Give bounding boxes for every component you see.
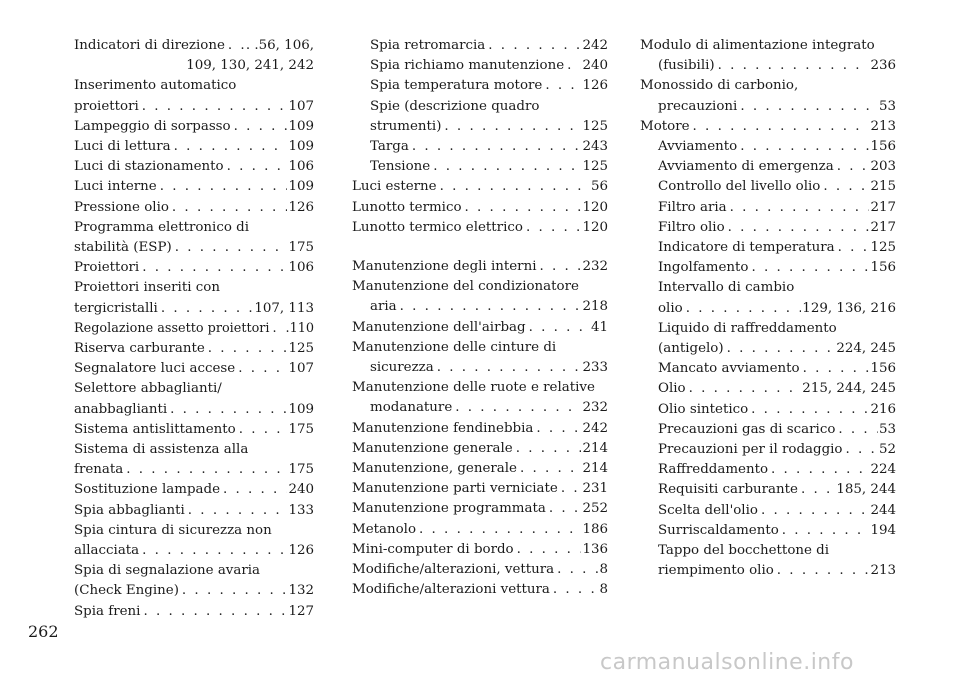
section-gap	[352, 238, 608, 257]
index-entry	[352, 580, 608, 600]
entry-term: aria	[370, 299, 397, 315]
entry-page: 217	[870, 219, 896, 235]
entry-term: Precauzioni per il rodaggio	[658, 442, 843, 458]
leader-dots	[779, 521, 870, 541]
index-subentry	[640, 440, 896, 460]
leader-dots	[737, 97, 878, 117]
index-entry	[74, 198, 314, 218]
leader-dots	[409, 137, 582, 157]
leader-dots	[430, 157, 581, 177]
index-entry	[640, 117, 896, 137]
entry-page: 252	[582, 501, 608, 517]
entry-page: 244	[870, 502, 896, 518]
page-number: 262	[28, 622, 59, 641]
entry-page: 213	[870, 563, 896, 579]
leader-dots	[737, 137, 869, 157]
index-entry	[74, 440, 314, 480]
entry-term: Spia retromarcia	[370, 38, 486, 53]
index-entry	[352, 560, 608, 580]
leader-dots	[748, 258, 869, 278]
leader-dots	[727, 198, 870, 218]
leader-dots	[514, 540, 582, 560]
entry-term: Sostituzione lampade	[74, 482, 220, 498]
index-entry	[640, 76, 896, 116]
entry-page: 133	[288, 502, 314, 518]
leader-dots	[231, 117, 288, 137]
index-subentry	[352, 97, 608, 137]
entry-page: 215, 244, 245	[802, 381, 896, 397]
leader-dots	[686, 379, 802, 399]
entry-page: 53	[878, 421, 896, 437]
index-entry	[74, 501, 314, 521]
index-entry	[74, 76, 314, 116]
entry-term: Selettore abbaglianti/	[74, 381, 222, 397]
entry-term: proiettori	[74, 98, 139, 114]
entry-term: Luci interne	[74, 179, 157, 195]
entry-term: Sistema antislittamento	[74, 421, 236, 437]
leader-dots	[715, 56, 870, 76]
leader-dots	[725, 218, 870, 238]
entry-page: 215	[870, 179, 896, 195]
entry-page: 125	[582, 118, 608, 134]
entry-term: Surriscaldamento	[658, 522, 779, 538]
entry-page: 125	[870, 240, 896, 256]
index-entry	[352, 499, 608, 519]
entry-page: 125	[288, 341, 314, 357]
entry-term: Manutenzione fendinebbia	[352, 420, 534, 436]
index-entry	[352, 419, 608, 439]
entry-page: 109	[288, 401, 314, 417]
leader-dots	[416, 520, 581, 540]
leader-dots	[546, 499, 582, 519]
index-entry	[74, 319, 314, 339]
entry-page: 136	[582, 541, 608, 557]
entry-term: Programma elettronico di	[74, 219, 250, 235]
leader-dots	[220, 480, 287, 500]
leader-dots	[550, 580, 599, 600]
entry-term: Requisiti carburante	[658, 482, 798, 498]
leader-dots	[835, 238, 870, 258]
leader-dots	[724, 339, 836, 359]
entry-page: .110	[285, 320, 314, 336]
leader-dots	[537, 257, 582, 277]
index-entry	[640, 36, 896, 76]
entry-term: Proiettori inseriti con	[74, 280, 220, 296]
entry-term: Manutenzione generale	[352, 440, 513, 456]
entry-page: 231	[582, 481, 608, 497]
index-subentry	[352, 157, 608, 177]
entry-term: Luci di stazionamento	[74, 159, 224, 175]
index-entry	[74, 137, 314, 157]
entry-term: Manutenzione delle ruote e relative	[352, 380, 595, 396]
entry-page: 232	[582, 259, 608, 275]
index-entry	[74, 278, 314, 318]
index-entry	[74, 420, 314, 440]
entry-page: 41	[590, 319, 608, 335]
entry-page: 186	[582, 521, 608, 537]
entry-page: 175	[288, 421, 314, 437]
leader-dots	[452, 398, 581, 418]
entry-term: (fusibili)	[658, 58, 715, 74]
index-entry	[74, 480, 314, 500]
entry-term: Spia abbaglianti	[74, 502, 185, 518]
leader-dots	[437, 177, 590, 197]
entry-term: olio	[658, 300, 683, 316]
entry-page: 109, 130, 241, 242	[186, 58, 314, 74]
entry-page: 194	[870, 522, 896, 538]
entry-term: Olio sintetico	[658, 401, 749, 417]
entry-term: frenata	[74, 462, 124, 478]
entry-page: 224	[870, 462, 896, 478]
leader-dots	[235, 359, 287, 379]
entry-term: Ingolfamento	[658, 260, 749, 276]
index-subentry	[640, 218, 896, 238]
index-subentry	[640, 278, 896, 318]
entry-page: 156	[870, 139, 896, 155]
index-entry	[74, 36, 314, 76]
index-subentry	[640, 400, 896, 420]
entry-term: Tensione	[370, 159, 431, 175]
leader-dots	[169, 198, 288, 218]
index-subentry	[352, 137, 608, 157]
index-entry	[74, 602, 314, 622]
leader-dots	[205, 339, 288, 359]
entry-term: Modulo di alimentazione integrato	[640, 38, 875, 53]
index-subentry	[640, 521, 896, 541]
index-subentry	[640, 319, 896, 359]
entry-page: 156	[870, 361, 896, 377]
index-subentry	[640, 258, 896, 278]
entry-page: 127	[288, 603, 314, 619]
entry-term: Regolazione assetto proiettori	[74, 320, 270, 336]
entry-page: 106	[288, 159, 314, 175]
index-column-right	[640, 36, 896, 581]
entry-term: Indicatori di direzione	[74, 38, 225, 53]
entry-term: Indicatore di temperatura	[658, 240, 835, 256]
index-entry	[74, 218, 314, 258]
leader-dots	[542, 76, 581, 96]
entry-page: 129, 136, 216	[802, 300, 896, 316]
entry-term: Pressione olio	[74, 199, 169, 215]
entry-page: 232	[582, 400, 608, 416]
index-entry	[352, 378, 608, 418]
entry-term: Controllo del livello olio	[658, 179, 821, 195]
leader-dots	[236, 420, 288, 440]
entry-term: Sistema di assistenza alla	[74, 442, 249, 458]
entry-page: 109	[288, 118, 314, 134]
entry-page: 185, 244	[836, 482, 896, 498]
entry-page: 53	[878, 98, 896, 114]
entry-term: Raffreddamento	[658, 462, 769, 478]
entry-term: tergicristalli	[74, 300, 158, 316]
leader-dots	[158, 299, 254, 319]
entry-term: Monossido di carbonio,	[640, 78, 799, 94]
leader-dots	[225, 36, 245, 56]
entry-term: Motore	[640, 118, 690, 134]
entry-term: Manutenzione, generale	[352, 461, 517, 477]
entry-term: Avviamento di emergenza	[658, 159, 834, 175]
entry-term: Manutenzione dell'airbag	[352, 319, 526, 335]
entry-term: Lunotto termico	[352, 199, 462, 215]
entry-term: Manutenzione parti verniciate	[352, 481, 558, 497]
index-subentry	[640, 460, 896, 480]
index-entry	[352, 257, 608, 277]
entry-term: Olio	[658, 381, 686, 397]
index-subentry	[640, 480, 896, 500]
entry-page: 8	[599, 582, 608, 598]
entry-term: strumenti)	[370, 118, 442, 134]
leader-dots	[758, 501, 870, 521]
leader-dots	[748, 400, 869, 420]
index-subentry	[640, 157, 896, 177]
entry-term: sicurezza	[370, 360, 434, 376]
entry-page: 240	[582, 58, 608, 74]
entry-term: Intervallo di cambio	[658, 280, 795, 296]
entry-page: 120	[582, 199, 608, 215]
index-entry	[352, 540, 608, 560]
entry-term: Spia richiamo manutenzione	[370, 58, 565, 74]
entry-page: 233	[582, 360, 608, 376]
index-entry	[352, 198, 608, 218]
entry-term: Manutenzione programmata	[352, 501, 546, 517]
entry-term: Riserva carburante	[74, 341, 205, 357]
index-subentry	[352, 76, 608, 96]
leader-dots	[185, 501, 288, 521]
entry-term: Lunotto termico elettrico	[352, 219, 523, 235]
leader-dots	[397, 297, 582, 317]
index-subentry	[352, 36, 608, 56]
entry-page: 224, 245	[836, 341, 896, 357]
entry-term: (antigelo)	[658, 341, 724, 357]
entry-term: (Check Engine)	[74, 583, 179, 599]
entry-term: Manutenzione delle cinture di	[352, 339, 557, 355]
entry-page: 242	[582, 420, 608, 436]
leader-dots	[139, 541, 287, 561]
entry-term: Segnalatore luci accese	[74, 361, 236, 377]
index-subentry	[640, 501, 896, 521]
index-entry	[352, 277, 608, 317]
entry-term: Filtro olio	[658, 219, 725, 235]
leader-dots	[683, 299, 802, 319]
entry-page: 106	[288, 260, 314, 276]
leader-dots	[834, 157, 870, 177]
index-subentry	[640, 137, 896, 157]
entry-term: modanature	[370, 400, 453, 416]
leader-dots	[835, 420, 878, 440]
entry-page: 214	[582, 440, 608, 456]
entry-term: Spia di segnalazione avaria	[74, 563, 261, 579]
index-entry	[74, 339, 314, 359]
entry-page: 213	[870, 118, 896, 134]
leader-dots	[171, 137, 288, 157]
index-entry	[352, 439, 608, 459]
entry-page: 107, 113	[254, 300, 314, 316]
leader-dots	[564, 56, 581, 76]
leader-dots	[270, 319, 285, 339]
entry-page: 156	[870, 260, 896, 276]
entry-page: 236	[870, 58, 896, 74]
entry-term: Spia freni	[74, 603, 141, 619]
leader-dots	[513, 439, 582, 459]
index-subentry	[640, 238, 896, 258]
leader-dots	[554, 560, 598, 580]
entry-term: stabilità (ESP)	[74, 240, 172, 256]
entry-page: 218	[582, 299, 608, 315]
leader-dots	[820, 177, 869, 197]
index-entry	[74, 521, 314, 561]
entry-term: Tappo del bocchettone di	[658, 543, 830, 559]
entry-term: Precauzioni gas di scarico	[658, 421, 836, 437]
index-entry	[352, 318, 608, 338]
entry-term: Luci esterne	[352, 179, 437, 195]
index-subentry	[640, 420, 896, 440]
leader-dots	[533, 419, 581, 439]
leader-dots	[690, 117, 870, 137]
entry-term: Filtro aria	[658, 199, 727, 215]
entry-term: precauzioni	[658, 98, 738, 114]
index-subentry	[640, 541, 896, 581]
leader-dots	[485, 36, 581, 56]
leader-dots	[523, 218, 582, 238]
leader-dots	[179, 581, 288, 601]
leader-dots	[517, 459, 581, 479]
entry-term: Targa	[370, 139, 409, 155]
entry-page: 132	[288, 583, 314, 599]
entry-page: 217	[870, 199, 896, 215]
index-entry	[74, 258, 314, 278]
entry-term: Lampeggio di sorpasso	[74, 118, 231, 134]
entry-page: 125	[582, 159, 608, 175]
entry-page: 203	[870, 159, 896, 175]
entry-term: Avviamento	[658, 139, 738, 155]
entry-term: Modifiche/alterazioni, vettura	[352, 562, 555, 578]
leader-dots	[526, 318, 590, 338]
index-column-middle	[352, 36, 608, 600]
entry-page: 214	[582, 461, 608, 477]
leader-dots	[800, 359, 870, 379]
entry-term: Manutenzione del condizionatore	[352, 279, 579, 295]
index-entry	[74, 177, 314, 197]
entry-page: 242	[582, 38, 608, 53]
leader-dots	[172, 238, 288, 258]
entry-page: 240	[288, 482, 314, 498]
entry-page: 120	[582, 219, 608, 235]
entry-page: 109	[288, 179, 314, 195]
index-entry	[352, 338, 608, 378]
watermark: carmanualsonline.info	[600, 650, 854, 675]
leader-dots	[462, 198, 582, 218]
leader-dots	[768, 460, 869, 480]
index-column-left	[74, 36, 314, 622]
entry-term: Scelta dell'olio	[658, 502, 758, 518]
index-subentry	[640, 177, 896, 197]
entry-page: 216	[870, 401, 896, 417]
entry-term: Liquido di raffreddamento	[658, 320, 837, 336]
index-subentry	[640, 359, 896, 379]
entry-page: 126	[288, 199, 314, 215]
entry-page: 107	[288, 361, 314, 377]
entry-term: Spia cintura di sicurezza non	[74, 522, 272, 538]
leader-dots	[843, 440, 878, 460]
entry-term: Manutenzione degli interni	[352, 259, 537, 275]
entry-page: 175	[288, 240, 314, 256]
entry-term: Proiettori	[74, 260, 140, 276]
entry-page: 109	[288, 139, 314, 155]
index-entry	[352, 218, 608, 238]
leader-dots	[434, 358, 582, 378]
entry-term: Mancato avviamento	[658, 361, 800, 377]
entry-term: riempimento olio	[658, 563, 774, 579]
entry-term: Spie (descrizione quadro	[370, 98, 540, 114]
leader-dots	[798, 480, 835, 500]
index-entry	[352, 177, 608, 197]
index-entry	[74, 157, 314, 177]
leader-dots	[167, 400, 287, 420]
entry-term: anabbaglianti	[74, 401, 168, 417]
index-entry	[352, 479, 608, 499]
leader-dots	[558, 479, 582, 499]
leader-dots	[774, 561, 870, 581]
entry-term: Modifiche/alterazioni vettura	[352, 582, 550, 598]
index-subentry	[352, 56, 608, 76]
leader-dots	[140, 602, 287, 622]
index-entry	[74, 379, 314, 419]
leader-dots	[139, 258, 287, 278]
entry-page: 243	[582, 139, 608, 155]
index-subentry	[640, 198, 896, 218]
entry-term: Metanolo	[352, 521, 417, 537]
index-entry	[74, 117, 314, 137]
index-entry	[352, 459, 608, 479]
entry-page: 52	[878, 442, 896, 458]
entry-term: allacciata	[74, 543, 140, 559]
index-subentry	[640, 379, 896, 399]
entry-page: 8	[599, 562, 608, 578]
entry-page: 107	[288, 98, 314, 114]
index-entry	[352, 520, 608, 540]
entry-page: 175	[288, 462, 314, 478]
entry-page: 56	[590, 179, 608, 195]
entry-page: 126	[582, 78, 608, 94]
index-entry	[74, 359, 314, 379]
entry-term: Luci di lettura	[74, 139, 171, 155]
entry-page: . .56, 106,	[245, 38, 314, 53]
index-entry	[74, 561, 314, 601]
entry-page: 126	[288, 543, 314, 559]
leader-dots	[139, 97, 288, 117]
leader-dots	[157, 177, 288, 197]
entry-term: Inserimento automatico	[74, 78, 237, 94]
leader-dots	[224, 157, 288, 177]
entry-term: Mini-computer di bordo	[352, 541, 514, 557]
leader-dots	[441, 117, 581, 137]
entry-term: Spia temperatura motore	[370, 78, 543, 94]
leader-dots	[123, 460, 287, 480]
